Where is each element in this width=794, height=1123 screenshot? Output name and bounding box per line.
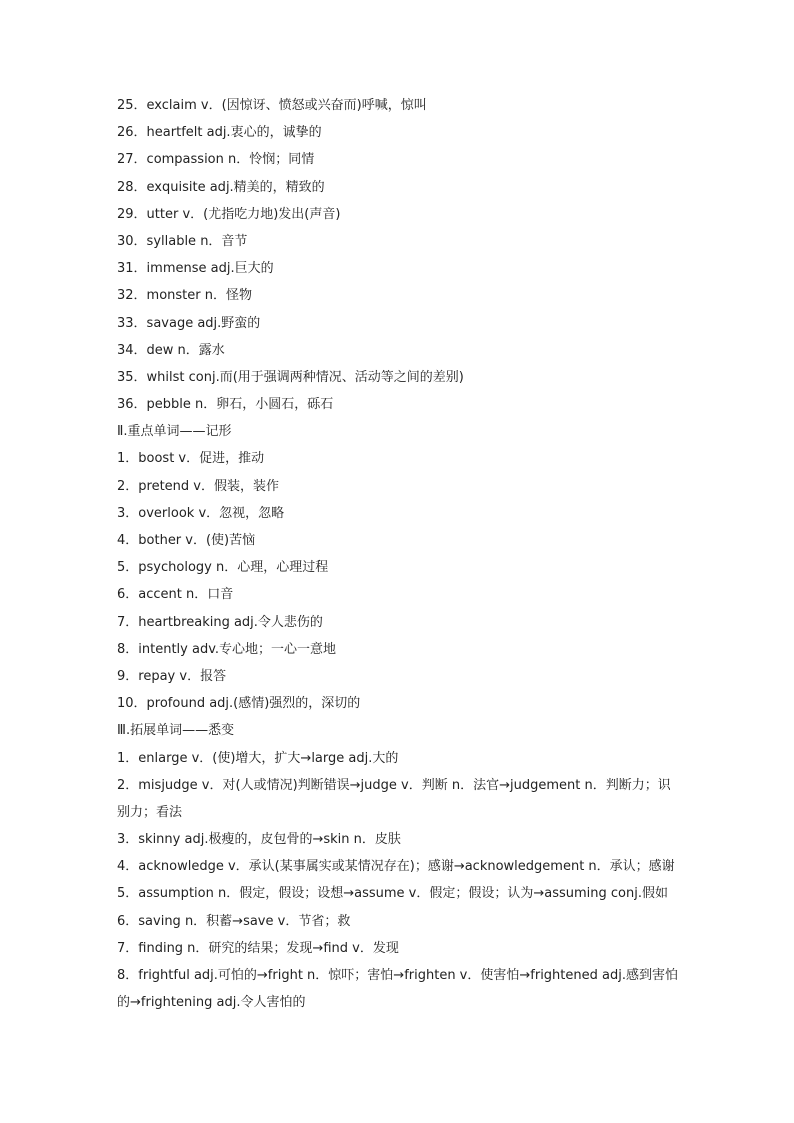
vocab-item: 2．misjudge v．对(人或情况)判断错误→judge v．判断 n．法官→judgement n．判断力；识别力；看法 bbox=[117, 777, 671, 820]
vocab-item: 1．enlarge v．(使)增大，扩大→large adj.大的 bbox=[117, 750, 399, 766]
vocab-item: 36．pebble n．卵石，小圆石，砾石 bbox=[117, 397, 334, 413]
vocab-item: 3．overlook v．忽视，忽略 bbox=[117, 505, 285, 521]
vocab-item: 34．dew n．露水 bbox=[117, 342, 225, 358]
vocab-item: 8．intently adv.专心地；一心一意地 bbox=[117, 641, 337, 657]
vocab-item: 9．repay v．报答 bbox=[117, 668, 227, 684]
vocab-item: 4．bother v．(使)苦恼 bbox=[117, 533, 256, 548]
section-2-heading: Ⅱ.重点单词——记形 bbox=[117, 424, 232, 440]
vocab-item: 4．acknowledge v．承认(某事属实或某情况存在)；感谢→acknowledgement n．承认；感谢 bbox=[117, 859, 675, 875]
vocab-item: 35．whilst conj.而(用于强调两种情况、活动等之间的差别) bbox=[117, 369, 464, 385]
vocab-item: 29．utter v．(尤指吃力地)发出(声音) bbox=[117, 206, 341, 222]
vocab-list-section-2 bbox=[117, 445, 682, 717]
vocab-item: 7．finding n．研究的结果；发现→find v．发现 bbox=[117, 940, 399, 956]
vocab-item: 3．skinny adj.极瘦的，皮包骨的→skin n．皮肤 bbox=[117, 832, 401, 848]
vocab-item: 30．syllable n．音节 bbox=[117, 233, 248, 249]
vocabulary-page bbox=[117, 92, 682, 1016]
vocab-item: 2．pretend v．假装，装作 bbox=[117, 478, 279, 494]
vocab-item: 28．exquisite adj.精美的，精致的 bbox=[117, 179, 325, 195]
vocab-item: 33．savage adj.野蛮的 bbox=[117, 315, 261, 331]
vocab-item: 27．compassion n．怜悯；同情 bbox=[117, 152, 315, 168]
vocab-list-section-3 bbox=[117, 745, 682, 1017]
vocab-item: 5．assumption n．假定，假设；设想→assume v．假定；假设；认为→assuming conj.假如 bbox=[117, 886, 668, 902]
vocab-item: 10．profound adj.(感情)强烈的，深切的 bbox=[117, 696, 361, 712]
vocab-list-part1 bbox=[117, 92, 682, 418]
vocab-item: 8．frightful adj.可怕的→fright n．惊吓；害怕→frighten v．使害怕→frightened adj.感到害怕的→frightening adj.令人害怕的 bbox=[117, 968, 678, 1011]
vocab-item: 31．immense adj.巨大的 bbox=[117, 261, 274, 277]
vocab-item: 6．accent n．口音 bbox=[117, 587, 234, 603]
vocab-item: 26．heartfelt adj.衷心的，诚挚的 bbox=[117, 125, 322, 141]
section-3-heading: Ⅲ.拓展单词——悉变 bbox=[117, 723, 235, 739]
vocab-item: 7．heartbreaking adj.令人悲伤的 bbox=[117, 614, 323, 630]
vocab-item: 1．boost v．促进，推动 bbox=[117, 451, 265, 467]
vocab-item: 6．saving n．积蓄→save v．节省；救 bbox=[117, 913, 351, 929]
vocab-item: 5．psychology n．心理，心理过程 bbox=[117, 560, 329, 576]
vocab-item: 25．exclaim v．(因惊讶、愤怒或兴奋而)呼喊，惊叫 bbox=[117, 98, 427, 113]
vocab-item: 32．monster n．怪物 bbox=[117, 288, 252, 304]
